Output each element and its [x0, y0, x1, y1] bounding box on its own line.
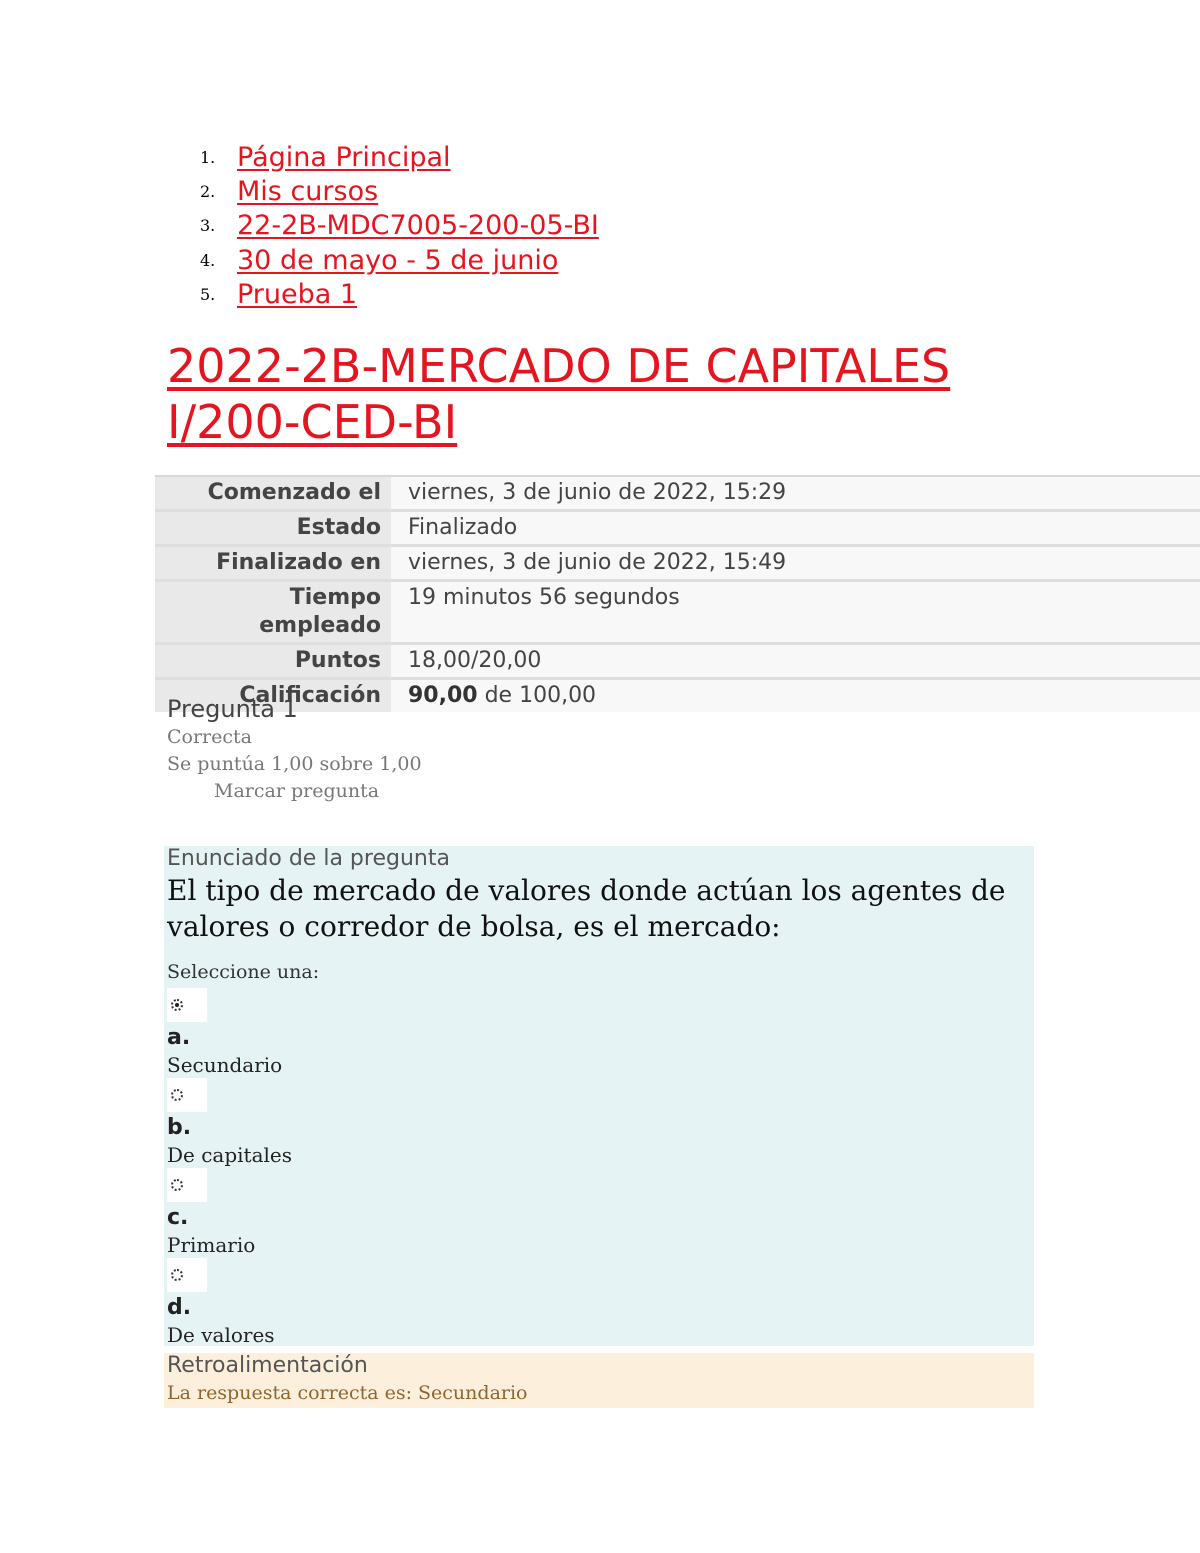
breadcrumb-number: 3.	[200, 216, 216, 236]
radio-unchecked-icon[interactable]	[171, 1269, 183, 1281]
page-title[interactable]	[167, 338, 1067, 450]
breadcrumb-link-course[interactable]: 22-2B-MDC7005-200-05-BI	[237, 210, 599, 242]
radio-box[interactable]	[167, 1078, 207, 1112]
answer-text[interactable]: De valores	[167, 1323, 275, 1347]
summary-label-line-1: Tiempo	[289, 585, 381, 610]
summary-row-started	[155, 476, 1200, 511]
answer-letter: b.	[167, 1115, 192, 1140]
question-text: El tipo de mercado de valores donde actúan los agentes de valores o corredor de bolsa, es el mercado:	[167, 874, 1006, 943]
radio-box[interactable]	[167, 1258, 207, 1292]
answer-letter: a.	[167, 1025, 191, 1050]
radio-unchecked-icon[interactable]	[171, 1089, 183, 1101]
question-grade: Se puntúa 1,00 sobre 1,00	[167, 753, 422, 775]
right-answer-text: La respuesta correcta es: Secundario	[167, 1382, 528, 1404]
answer-option-a[interactable]	[167, 988, 282, 1078]
breadcrumb-link-week[interactable]: 30 de mayo - 5 de junio	[237, 244, 559, 276]
breadcrumb-number: 4.	[200, 250, 216, 270]
breadcrumb-item	[200, 140, 599, 174]
summary-label: Puntos	[155, 644, 391, 679]
answer-option-d[interactable]	[167, 1258, 275, 1348]
summary-label: Comenzado el	[155, 476, 391, 511]
breadcrumb-item	[200, 243, 599, 277]
breadcrumb-item	[200, 209, 599, 243]
answer-letter: d.	[167, 1295, 192, 1320]
breadcrumb-number: 1.	[200, 147, 216, 167]
radio-box[interactable]	[167, 988, 207, 1022]
answer-option-b[interactable]	[167, 1078, 292, 1168]
summary-row-time-taken	[155, 581, 1200, 644]
summary-row-state	[155, 511, 1200, 546]
radio-box[interactable]	[167, 1168, 207, 1202]
question-info	[167, 694, 422, 805]
radio-unchecked-icon[interactable]	[171, 1179, 183, 1191]
summary-row-finished	[155, 546, 1200, 581]
answer-option-c[interactable]	[167, 1168, 255, 1258]
flag-question-link[interactable]: Marcar pregunta	[214, 780, 380, 802]
breadcrumb-item	[200, 278, 599, 312]
breadcrumb-link-quiz[interactable]: Prueba 1	[237, 279, 358, 311]
summary-value: Finalizado	[391, 511, 1200, 546]
breadcrumb-number: 2.	[200, 182, 216, 202]
question-text-label: Enunciado de la pregunta	[167, 846, 450, 871]
breadcrumb-number: 5.	[200, 285, 216, 305]
feedback-label: Retroalimentación	[167, 1353, 368, 1378]
answer-letter: c.	[167, 1205, 189, 1230]
answer-text[interactable]: De capitales	[167, 1143, 293, 1167]
summary-label	[155, 581, 391, 644]
breadcrumb-item	[200, 174, 599, 208]
summary-label: Calificación	[155, 679, 391, 713]
attempt-summary-table	[155, 475, 1200, 712]
breadcrumb-link-my-courses[interactable]: Mis cursos	[237, 176, 379, 208]
question-state: Correcta	[167, 726, 252, 748]
page-title-line-2[interactable]: I/200-CED-BI	[167, 395, 458, 449]
breadcrumb-link-home[interactable]: Página Principal	[237, 141, 451, 173]
answer-text[interactable]: Primario	[167, 1233, 256, 1257]
summary-value	[391, 679, 1200, 713]
radio-checked-icon[interactable]	[171, 999, 183, 1011]
summary-row-marks	[155, 644, 1200, 679]
question-formulation	[164, 846, 1034, 1346]
answer-prompt: Seleccione una:	[167, 961, 320, 983]
summary-value: 19 minutos 56 segundos	[391, 581, 1200, 644]
page-title-line-1[interactable]: 2022-2B-MERCADO DE CAPITALES	[167, 339, 951, 393]
grade-max: de 100,00	[477, 683, 597, 708]
summary-value: viernes, 3 de junio de 2022, 15:49	[391, 546, 1200, 581]
summary-label-line-2: empleado	[259, 613, 381, 638]
answer-text[interactable]: Secundario	[167, 1053, 283, 1077]
summary-value: 18,00/20,00	[391, 644, 1200, 679]
summary-value: viernes, 3 de junio de 2022, 15:29	[391, 476, 1200, 511]
summary-label: Estado	[155, 511, 391, 546]
question-title: Pregunta 1	[167, 695, 298, 723]
summary-label: Finalizado en	[155, 546, 391, 581]
feedback-panel	[164, 1353, 1034, 1408]
grade-value: 90,00	[408, 683, 478, 708]
breadcrumb	[200, 140, 599, 312]
